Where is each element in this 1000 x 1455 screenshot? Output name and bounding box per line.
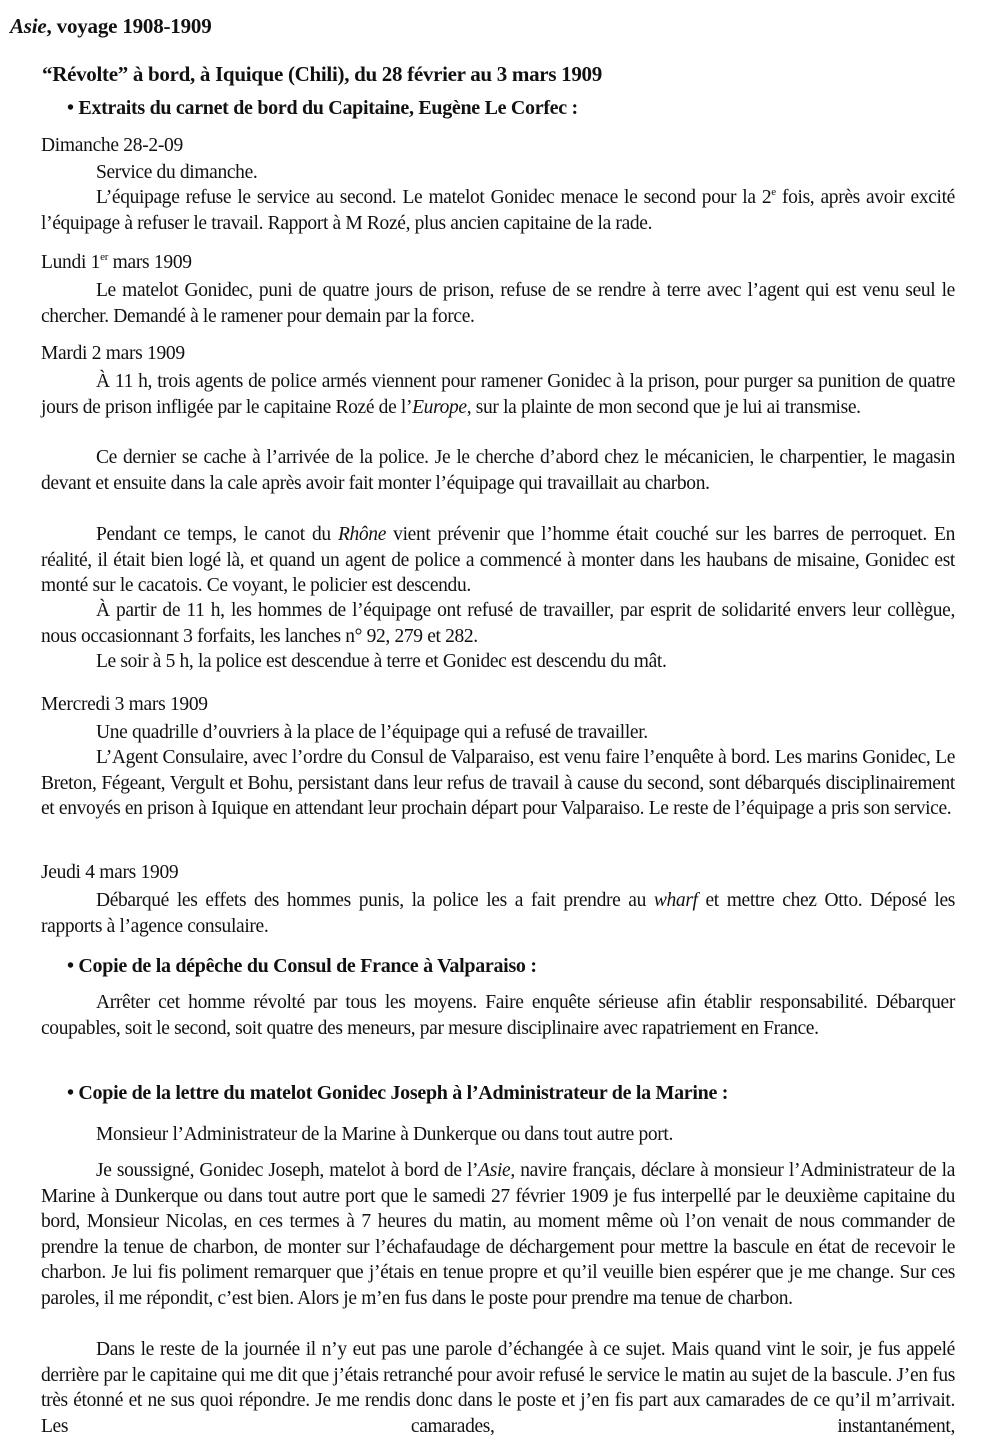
entry-date: Dimanche 28-2-09 bbox=[41, 135, 183, 156]
section-title: “Révolte” à bord, à Iquique (Chili), du 28 février au 3 mars 1909 bbox=[42, 62, 602, 86]
entry-paragraph: Pendant ce temps, le canot du Rhône vient prévenir que l’homme était couché sur les barres de perroquet. En réalité, il était bien logé là, et quand un agent de police a commencé à monter dans les haubans de misaine, Gonidec est monté sur le cacatois. Ce voyant, le policier est descendu. bbox=[41, 524, 955, 596]
document-title: Asie, voyage 1908-1909 bbox=[10, 14, 212, 38]
entry-paragraph: Une quadrille d’ouvriers à la place de l’équipage qui a refusé de travailler. bbox=[96, 722, 648, 743]
letter-address: Monsieur l’Administrateur de la Marine à Dunkerque ou dans tout autre port. bbox=[96, 1124, 674, 1145]
entry-paragraph: Ce dernier se cache à l’arrivée de la police. Je le cherche d’abord chez le mécanicien, le charpentier, le magasin devant et ensuite dans la cale après avoir fait monter l’équipage qui travaillait au charbon. bbox=[41, 447, 955, 494]
letter-paragraph: Je soussigné, Gonidec Joseph, matelot à bord de l’Asie, navire français, déclare à monsieur l’Administrateur de la Marine à Dunkerque ou dans tout autre port que le samedi 27 février 1909 je fus interpellé par le deuxième capitaine du bord, Monsieur Nicolas, en ces termes à 7 heures du matin, au moment même où l’on venait de nous commander de prendre la tenue de charbon, de monter sur l’échafaudage de déchargement pour mettre la bascule en état de recevoir le charbon. Je lui fis poliment remarquer que j’étais en tenue propre et qu’il veuille bien espérer que je me change. Sur ces paroles, il me répondit, c’est bien. Alors je m’en fus dans le poste pour prendre ma tenue de charbon. bbox=[41, 1160, 955, 1309]
depeche-paragraph: Arrêter cet homme révolté par tous les moyens. Faire enquête sérieuse afin établir responsabilité. Débarquer coupables, soit le second, soit quatre des meneurs, par mesure disciplinaire avec rapatriement en France. bbox=[41, 992, 955, 1039]
entry-paragraph: Le soir à 5 h, la police est descendue à terre et Gonidec est descendu du mât. bbox=[96, 651, 667, 672]
entry-paragraph: À 11 h, trois agents de police armés viennent pour ramener Gonidec à la prison, pour purger sa punition de quatre jours de prison infligée par le capitaine Rozé de l’Europe, sur la plainte de mon second que je lui ai transmise. bbox=[41, 371, 955, 418]
entry-paragraph: L’Agent Consulaire, avec l’ordre du Consul de Valparaiso, est venu faire l’enquête à bord. Les marins Gonidec, Le Breton, Fégeant, Vergult et Bohu, persistant dans leur refus de travail à cause du second, sont débarqués disciplinairement et envoyés en prison à Iquique en attendant leur prochain départ pour Valparaiso. Le reste de l’équipage a pris son service. bbox=[41, 747, 955, 819]
heading-lettre: • Copie de la lettre du matelot Gonidec Joseph à l’Administrateur de la Marine : bbox=[67, 1082, 729, 1104]
heading-depeche: • Copie de la dépêche du Consul de France à Valparaiso : bbox=[67, 955, 537, 977]
entry-date: Lundi 1er mars 1909 bbox=[41, 250, 192, 273]
entry-paragraph: Débarqué les effets des hommes punis, la police les a fait prendre au wharf et mettre chez Otto. Déposé les rapports à l’agence consulaire. bbox=[41, 890, 955, 937]
letter-paragraph: Dans le reste de la journée il n’y eut pas une parole d’échangée à ce sujet. Mais quand vint le soir, je fus appelé derrière par le capitaine qui me dit que j’étais retranché pour avoir refusé le service le matin au sujet de la bascule. J’en fus très étonné et ne sus quoi répondre. Je me rendis donc dans le poste et j’en fis part aux camarades de ce qu’il m’arrivait. Les camarades, instantanément, bbox=[41, 1339, 955, 1437]
entry-date: Mardi 2 mars 1909 bbox=[41, 343, 185, 364]
entry-paragraph: À partir de 11 h, les hommes de l’équipage ont refusé de travailler, par esprit de solidarité envers leur collègue, nous occasionnant 3 forfaits, les lanches n° 92, 279 et 282. bbox=[41, 600, 955, 647]
entry-date: Jeudi 4 mars 1909 bbox=[41, 862, 179, 883]
entry-paragraph: Le matelot Gonidec, puni de quatre jours de prison, refuse de se rendre à terre avec l’agent qui est venu seul le chercher. Demandé à le ramener pour demain par la force. bbox=[41, 280, 955, 327]
entry-paragraph: Service du dimanche. bbox=[96, 162, 258, 183]
ship-name: Asie bbox=[10, 14, 47, 38]
entry-date: Mercredi 3 mars 1909 bbox=[41, 694, 208, 715]
entry-paragraph: L’équipage refuse le service au second. Le matelot Gonidec menace le second pour la 2e fois, après avoir excité l’équipage à refuser le travail. Rapport à M Rozé, plus ancien capitaine de la rade. bbox=[41, 185, 955, 234]
heading-carnet: • Extraits du carnet de bord du Capitaine, Eugène Le Corfec : bbox=[67, 97, 578, 119]
